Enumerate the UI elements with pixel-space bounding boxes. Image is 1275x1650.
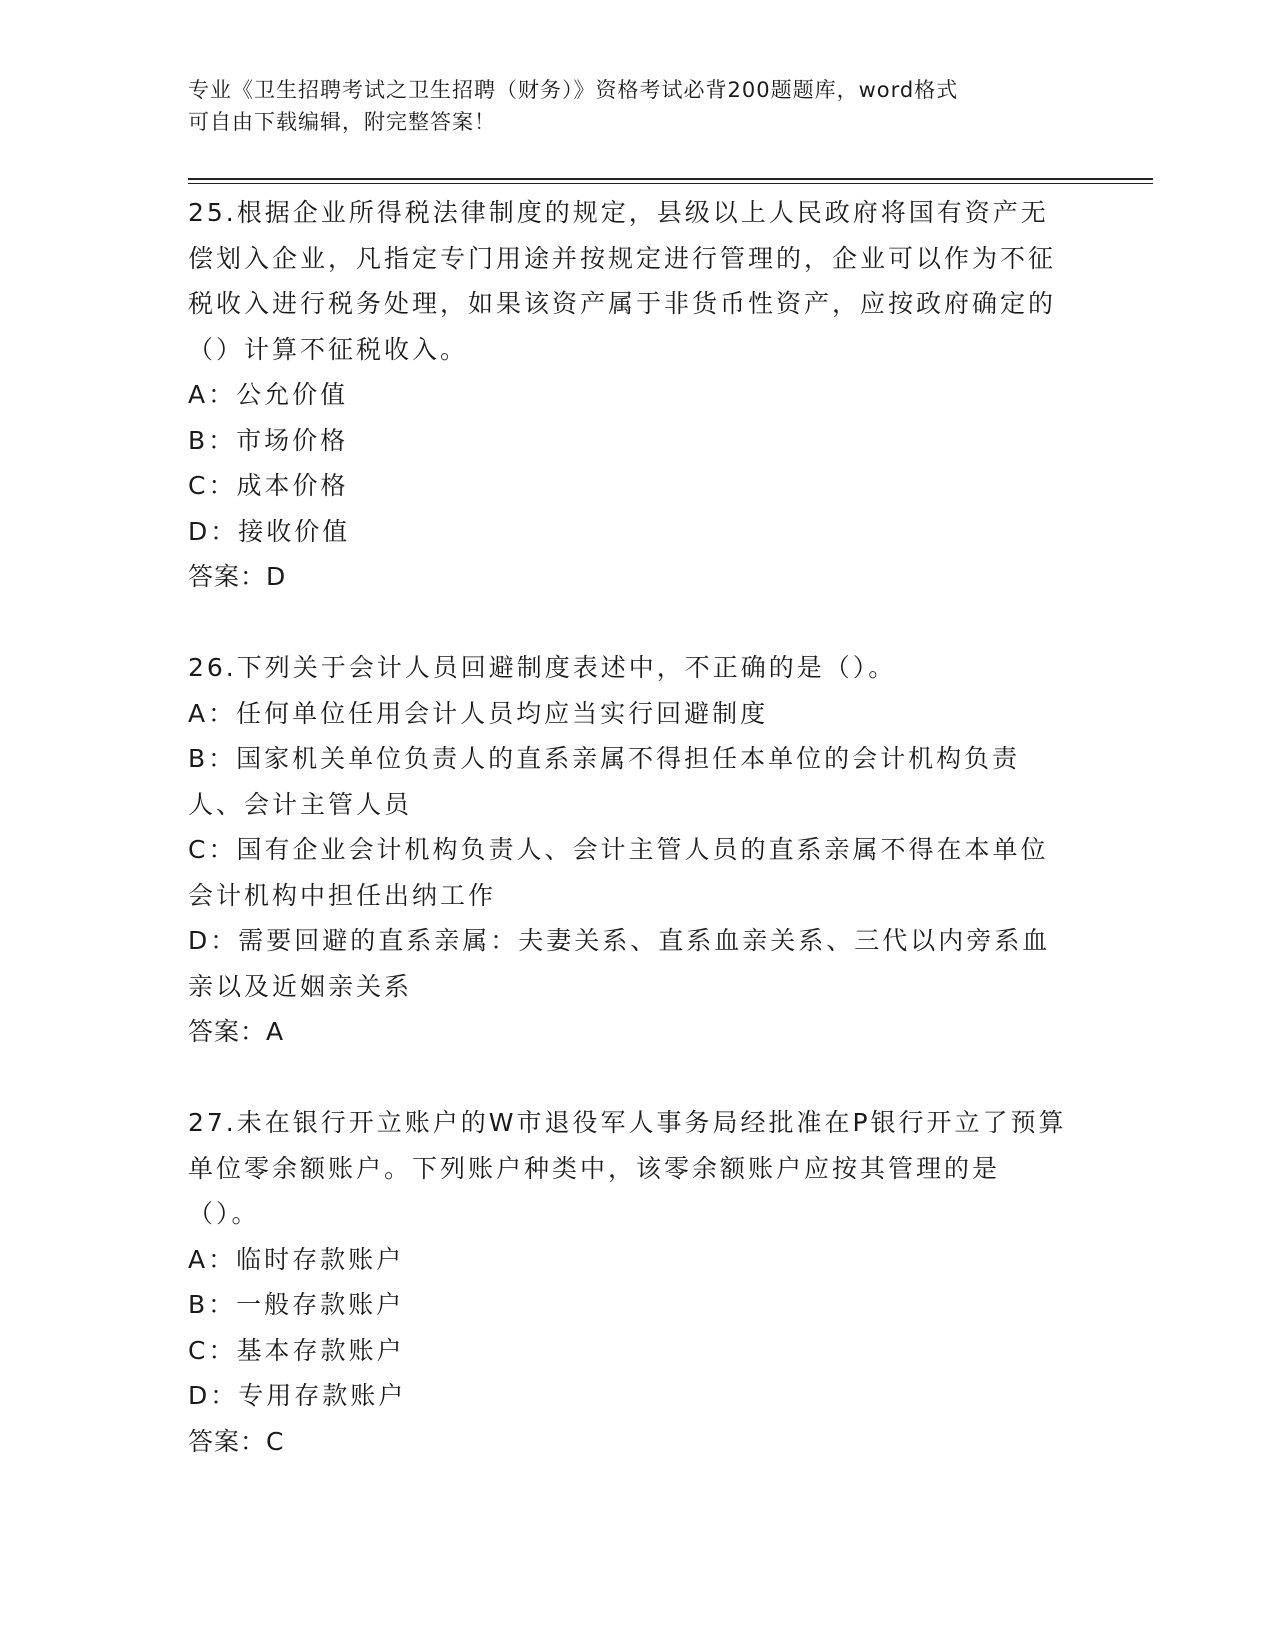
document-header (188, 74, 1068, 138)
option-c: C：基本存款账户 (188, 1335, 405, 1365)
option-a: A：公允价值 (188, 380, 349, 409)
option-c: C：国有企业会计机构负责人、会计主管人员的直系亲属不得在本单位会计机构中担任出纳工作 (188, 835, 1049, 910)
header-title-line-1: 专业《卫生招聘考试之卫生招聘（财务）》资格考试必背200题题库，word格式 (188, 78, 959, 102)
option-c: C：成本价格 (188, 471, 349, 500)
header-title-line-2: 可自由下载编辑，附完整答案！ (188, 110, 496, 134)
option-b: B：市场价格 (188, 425, 349, 455)
option-a: A：任何单位任用会计人员均应当实行回避制度 (188, 698, 769, 728)
option-d: D：需要回避的直系亲属：夫妻关系、直系血亲关系、三代以内旁系血亲以及近姻亲关系 (188, 926, 1051, 1001)
answer-line: 答案：A (188, 1017, 285, 1046)
option-d: D：接收价值 (188, 516, 351, 546)
question-26 (188, 645, 1068, 1055)
option-b: B：一般存款账户 (188, 1290, 405, 1319)
option-b: B：国家机关单位负责人的直系亲属不得担任本单位的会计机构负责人、会计主管人员 (188, 744, 1021, 819)
question-stem: 25.根据企业所得税法律制度的规定，县级以上人民政府将国有资产无偿划入企业，凡指定专门用途并按规定进行管理的，企业可以作为不征税收入进行税务处理，如果该资产属于非货币性资产，应按政府确定的（）计算不征税收入。 (188, 198, 1057, 364)
header-divider-thin (188, 183, 1153, 184)
answer-line: 答案：D (188, 562, 287, 591)
option-d: D：专用存款账户 (188, 1381, 407, 1410)
question-stem: 26.下列关于会计人员回避制度表述中，不正确的是（）。 (188, 653, 897, 682)
question-27 (188, 1100, 1068, 1464)
question-25 (188, 190, 1068, 600)
question-stem: 27.未在银行开立账户的W市退役军人事务局经批准在P银行开立了预算单位零余额账户。下列账户种类中，该零余额账户应按其管理的是（）。 (188, 1108, 1067, 1228)
option-a: A：临时存款账户 (188, 1244, 405, 1274)
answer-line: 答案：C (188, 1426, 285, 1456)
header-divider-thick (188, 178, 1153, 180)
